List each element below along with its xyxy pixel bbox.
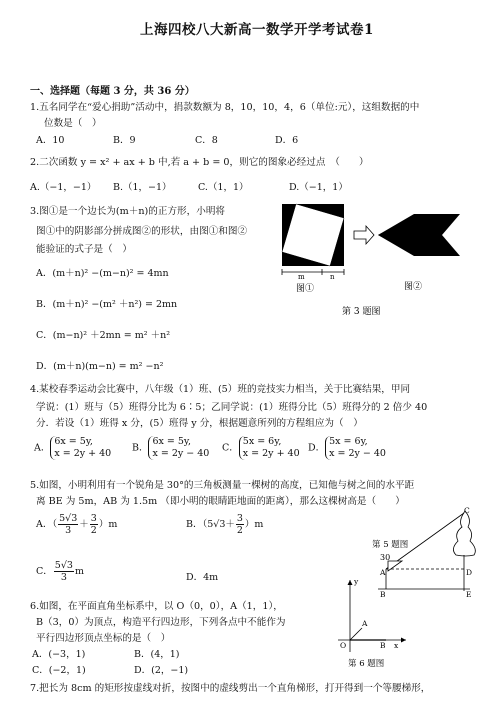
q5-option-b: B．（5√3＋ $\frac{3}{2}$ ）m — [186, 513, 264, 536]
q1-option-a: A．10 — [36, 135, 65, 146]
page-title: 上海四校八大新高一数学开学考试卷1 — [140, 22, 374, 38]
q2-stem: 2.二次函数 y = x² + ax + b 中,若 a + b = 0，则它的图象必经过点 （ ） — [30, 157, 369, 168]
q2-option-d: D.（−1，1） — [289, 182, 348, 193]
q2-option-b: B.（1，−1） — [113, 182, 172, 193]
q3-stem-line2: 图①中的阴影部分拼成图②的形状，由图①和图② — [36, 226, 248, 237]
arrow-icon — [354, 226, 374, 244]
q3-figure-caption: 第 3 题图 — [342, 307, 381, 317]
q1-stem-line1: 1.五名同学在“爱心捐助”活动中，捐款数额为 8，10，10，4，6（单位:元），这组数据的中 — [30, 102, 420, 113]
q6-stem-line2: B（3，0）为顶点，构造平行四边形，下列各点中不能作为 — [36, 617, 286, 628]
q6-figure — [332, 574, 412, 672]
n-label: n — [330, 273, 335, 281]
svg-text:B: B — [380, 590, 386, 599]
q5-option-a: A．（ $\frac{5√3}{3}$ ＋ $\frac{3}{2}$ ）m — [36, 513, 118, 536]
svg-text:D: D — [466, 568, 473, 577]
q4-option-b: B． 6x = 5y, x = 2y − 40 — [132, 436, 210, 459]
q5-option-d: D．4m — [186, 572, 219, 583]
svg-text:A: A — [380, 568, 386, 577]
q1-option-b: B．9 — [113, 135, 136, 146]
q2-option-c: C.（1，1） — [198, 182, 249, 193]
figure-1-square — [282, 204, 344, 266]
q4-stem-line1: 4.某校春季运动会比赛中，八年级（1）班、(5）班的竞技实力相当，关于比赛结果，甲同 — [30, 384, 411, 395]
q5-stem-line2: 离 BE 为 5m，AB 为 1.5m （即小明的眼睛距地面的距离），那么这棵树高是（ ） — [36, 496, 405, 507]
m-label: m — [298, 273, 305, 281]
q3-stem-line1: 3.图①是一个边长为(m＋n)的正方形，小明将 — [30, 206, 226, 217]
q3-stem-line3: 能验证的式子是（ ） — [36, 244, 132, 255]
svg-text:E: E — [466, 590, 472, 599]
figure-1-dimension — [282, 269, 344, 281]
section-heading: 一、选择题（每题 3 分，共 36 分） — [30, 86, 195, 97]
svg-text:O: O — [340, 641, 347, 650]
q1-stem-line2: 位数是（ ） — [44, 118, 102, 129]
svg-text:y: y — [354, 577, 359, 586]
q6-option-d: D．(2，−1) — [134, 665, 189, 676]
q7-stem-line1: 7.把长为 8cm 的矩形按虚线对折，按图中的虚线剪出一个直角梯形，打开得到一个等腰梯形， — [30, 683, 431, 694]
q4-option-d: D． 5x = 6y, x = 2y − 40 — [308, 436, 386, 459]
q6-option-c: C．(−2，1) — [32, 665, 86, 676]
q5-stem-line1: 5.如图，小明利用有一个锐角是 30°的三角板测量一棵树的高度，已知他与树之间的水平距 — [30, 480, 415, 491]
q6-stem-line1: 6.如图，在平面直角坐标系中，以 O（0，0），A（1，1）， — [30, 601, 283, 612]
q3-option-c: C．(m−n)² ＋2mn = m² ＋n² — [36, 330, 171, 341]
triangle-ruler — [388, 561, 402, 571]
q4-option-c: C． 5x = 6y, x = 2y + 40 — [222, 436, 300, 459]
q3-option-b: B．(m＋n)² −(m² ＋n²) = 2mn — [36, 299, 178, 310]
q3-option-a: A．(m＋n)² −(m−n)² = 4mn — [36, 268, 169, 279]
q4-option-a: A． 6x = 5y, x = 2y + 40 — [34, 436, 112, 459]
q6-stem-line3: 平行四边形顶点坐标的是（ ） — [36, 633, 171, 644]
figure-2-label: 图② — [404, 282, 423, 292]
q6-figure-caption: 第 6 题图 — [348, 659, 385, 669]
svg-text:C: C — [464, 506, 470, 515]
svg-text:A: A — [362, 619, 368, 628]
q5-figure-caption: 第 5 题图 — [372, 540, 409, 550]
q3-figure — [272, 198, 472, 318]
q1-option-c: C．8 — [195, 135, 218, 146]
q2-option-a: A.（−1，−1） — [30, 182, 97, 193]
q4-stem-line2: 学说：(1）班与（5）班得分比为 6∶5；乙同学说：(1）班得分比（5）班得分的 2 倍少 40 — [36, 402, 428, 413]
angle-label: 30 — [380, 553, 391, 562]
q6-option-a: A．(−3，1) — [32, 649, 86, 660]
q3-option-d: D．(m＋n)(m−n) = m² −n² — [36, 361, 164, 372]
q5-option-c: C． $\frac{5√3}{3}$ m — [36, 560, 84, 583]
svg-text:B: B — [380, 641, 386, 650]
q1-option-d: D．6 — [275, 135, 299, 146]
tree-icon — [453, 511, 475, 591]
q4-stem-line3: 分．若设（1）班得 x 分，(5）班得 y 分，根据题意所列的方程组应为（ ） — [36, 418, 363, 429]
figure-1-label: 图① — [296, 284, 315, 294]
q6-option-b: B．(4，1) — [134, 649, 180, 660]
svg-text:x: x — [394, 641, 399, 650]
